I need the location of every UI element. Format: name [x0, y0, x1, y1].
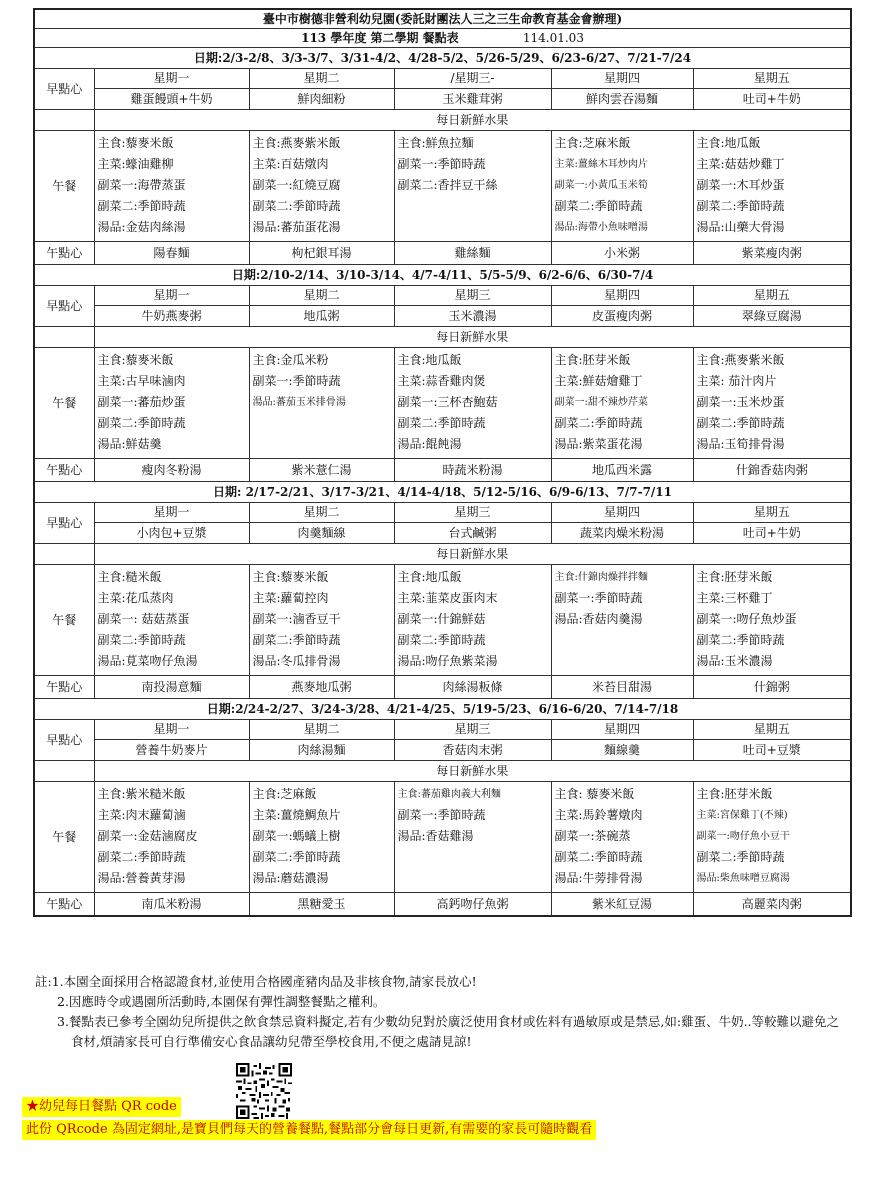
menu-table	[33, 8, 852, 917]
snack-item: 黑糖愛玉	[249, 893, 394, 917]
lunch-item: 副菜一:吻仔魚小豆干	[696, 831, 790, 842]
lunch-item: 湯品:香菇雞湯	[397, 829, 474, 843]
lunch-cell	[249, 348, 394, 459]
lunch-item: 主食:胚芽米飯	[696, 787, 773, 801]
document-title: 臺中市樹德非營利幼兒園(委託財團法人三之三生命教育基金會辦理)	[34, 9, 851, 29]
lunch-item: 主菜:三杯雞丁	[696, 591, 773, 605]
breakfast-item: 肉絲湯麵	[249, 740, 394, 761]
lunch-item: 湯品:吻仔魚紫菜湯	[397, 654, 498, 668]
lunch-item: 副菜一:木耳炒蛋	[696, 178, 785, 192]
lunch-item: 主食:什錦肉燥拌拌麵	[554, 572, 648, 583]
lunch-item: 主食:地瓜飯	[696, 136, 761, 150]
day-header: 星期一	[94, 503, 249, 523]
snack-label: 午點心	[34, 459, 94, 482]
lunch-item: 湯品:海帶小魚味噌湯	[554, 222, 648, 233]
snack-item: 什錦香菇肉粥	[693, 459, 851, 482]
breakfast-item: 吐司+豆漿	[693, 740, 851, 761]
snack-label: 午點心	[34, 893, 94, 917]
breakfast-item: 吐司+牛奶	[693, 89, 851, 110]
lunch-cell	[551, 131, 693, 242]
lunch-item: 湯品:金菇肉絲湯	[97, 220, 186, 234]
lunch-item: 主菜:韮菜皮蛋肉末	[397, 591, 498, 605]
lunch-item: 主食:紫米糙米飯	[97, 787, 186, 801]
lunch-item: 副菜一:紅燒豆腐	[252, 178, 341, 192]
lunch-item: 主食:蕃茄雞肉義大利麵	[397, 789, 501, 800]
document-subtitle	[34, 29, 851, 48]
snack-item: 高鈣吻仔魚粥	[394, 893, 551, 917]
qr-label-text: 幼兒每日餐點 QR code	[39, 1099, 177, 1114]
lunch-item: 主食:胚芽米飯	[554, 353, 631, 367]
snack-item: 什錦粥	[693, 676, 851, 699]
day-header: 星期二	[249, 720, 394, 740]
lunch-item: 副菜一:季節時蔬	[554, 591, 643, 605]
lunch-item: 湯品:香菇肉羹湯	[554, 612, 643, 626]
lunch-item: 副菜二:季節時蔬	[696, 633, 785, 647]
lunch-item: 主食:藜麥米飯	[97, 136, 174, 150]
breakfast-item: 地瓜粥	[249, 306, 394, 327]
lunch-item: 主菜: 茄汁肉片	[696, 374, 777, 388]
day-header: 星期三	[394, 503, 551, 523]
lunch-cell	[249, 782, 394, 893]
note-3: 3.餐點表已參考全園幼兒所提供之飲食禁忌資料擬定,若有少數幼兒對於廣泛使用食材或佐料有過敏原或是禁忌,如:雞蛋、牛奶..等較難以避免之食材,煩請家長可自行準備安心食品讓幼兒帶至學校食用,不便之處請見諒!	[57, 1014, 840, 1049]
lunch-cell	[249, 131, 394, 242]
star-icon: ★	[26, 1099, 40, 1114]
day-header: 星期三	[394, 720, 551, 740]
lunch-item: 主菜:蒜香雞肉煲	[397, 374, 486, 388]
lunch-cell	[693, 565, 851, 676]
lunch-item: 副菜一:季節時蔬	[252, 374, 341, 388]
lunch-item: 副菜二:季節時蔬	[252, 850, 341, 864]
issue-date: 114.01.03	[522, 30, 584, 45]
snack-item: 瘦肉冬粉湯	[94, 459, 249, 482]
snack-item: 南瓜米粉湯	[94, 893, 249, 917]
fruit-label-spacer	[34, 544, 94, 565]
snack-item: 紫米紅豆湯	[551, 893, 693, 917]
lunch-item: 副菜二:季節時蔬	[554, 199, 643, 213]
snack-label: 午點心	[34, 242, 94, 265]
snack-item: 米苔目甜湯	[551, 676, 693, 699]
lunch-item: 副菜一:海帶蒸蛋	[97, 178, 186, 192]
breakfast-item: 台式鹹粥	[394, 523, 551, 544]
qr-code-description: 此份 QRcode 為固定網址,是寶貝們每天的營養餐點,餐點部分會每日更新,有需要的家長可隨時觀看	[22, 1120, 596, 1140]
snack-item: 南投湯意麵	[94, 676, 249, 699]
lunch-item: 主菜:蘿蔔控肉	[252, 591, 329, 605]
lunch-item: 湯品:玉米濃湯	[696, 654, 773, 668]
lunch-item: 副菜一:螞蟻上樹	[252, 829, 341, 843]
day-header: 星期五	[693, 720, 851, 740]
menu-sheet	[33, 8, 850, 917]
lunch-cell	[394, 782, 551, 893]
lunch-item: 副菜二:季節時蔬	[97, 199, 186, 213]
lunch-item: 副菜一:小黃瓜玉米筍	[554, 180, 648, 191]
day-header: 星期五	[693, 503, 851, 523]
lunch-item: 湯品:蕃茄蛋花湯	[252, 220, 341, 234]
breakfast-item: 麵線羹	[551, 740, 693, 761]
lunch-item: 主食:藜麥米飯	[97, 353, 174, 367]
day-header: 星期一	[94, 720, 249, 740]
lunch-cell	[551, 565, 693, 676]
lunch-item: 副菜一:什錦鮮菇	[397, 612, 486, 626]
breakfast-label: 早點心	[34, 720, 94, 761]
week-date-range: 日期:2/24-2/27、3/24-3/28、4/21-4/25、5/19-5/23、6/16-6/20、7/14-7/18	[34, 699, 851, 720]
lunch-item: 副菜一:吻仔魚炒蛋	[696, 612, 797, 626]
lunch-cell	[94, 782, 249, 893]
lunch-item: 副菜一: 菇菇蒸蛋	[97, 612, 190, 626]
lunch-cell	[94, 348, 249, 459]
qr-code-image[interactable]	[236, 1063, 292, 1119]
breakfast-item: 吐司+牛奶	[693, 523, 851, 544]
breakfast-item: 鮮肉細粉	[249, 89, 394, 110]
breakfast-item: 小肉包+豆漿	[94, 523, 249, 544]
lunch-item: 副菜一:茶碗蒸	[554, 829, 631, 843]
day-header: /星期三-	[394, 69, 551, 89]
day-header: 星期二	[249, 286, 394, 306]
breakfast-item: 蔬菜肉燥米粉湯	[551, 523, 693, 544]
lunch-item: 副菜二:季節時蔬	[252, 199, 341, 213]
lunch-cell	[394, 565, 551, 676]
note-1: 註:1.本園全面採用合格認證食材,並使用合格國產豬肉品及非核食物,請家長放心!	[35, 974, 477, 989]
lunch-item: 主食:糙米飯	[97, 570, 162, 584]
lunch-item: 湯品:冬瓜排骨湯	[252, 654, 341, 668]
lunch-item: 主食:地瓜飯	[397, 570, 462, 584]
lunch-item: 副菜二:季節時蔬	[696, 416, 785, 430]
day-header: 星期一	[94, 69, 249, 89]
day-header: 星期三	[394, 286, 551, 306]
lunch-item: 主菜:菇菇炒雞丁	[696, 157, 785, 171]
snack-item: 肉絲湯粄條	[394, 676, 551, 699]
lunch-item: 副菜二:季節時蔬	[397, 633, 486, 647]
lunch-item: 副菜二:季節時蔬	[97, 633, 186, 647]
day-header: 星期五	[693, 69, 851, 89]
lunch-item: 湯品:餛飩湯	[397, 437, 462, 451]
lunch-item: 副菜二:季節時蔬	[696, 199, 785, 213]
lunch-item: 副菜二:香拌豆干絲	[397, 178, 498, 192]
lunch-item: 副菜一:三杯杏鮑菇	[397, 395, 498, 409]
breakfast-item: 營養牛奶麥片	[94, 740, 249, 761]
lunch-item: 湯品:蕃茄玉米排骨湯	[252, 397, 346, 408]
day-header: 星期四	[551, 720, 693, 740]
snack-item: 燕麥地瓜粥	[249, 676, 394, 699]
lunch-item: 湯品:紫菜蛋花湯	[554, 437, 643, 451]
lunch-item: 副菜一:玉米炒蛋	[696, 395, 785, 409]
snack-item: 時蔬米粉湯	[394, 459, 551, 482]
daily-fruit: 每日新鮮水果	[94, 544, 851, 565]
lunch-item: 主食:地瓜飯	[397, 353, 462, 367]
daily-fruit: 每日新鮮水果	[94, 110, 851, 131]
subtitle-text: 113 學年度 第二學期 餐點表	[301, 30, 459, 45]
lunch-item: 副菜一:季節時蔬	[397, 157, 486, 171]
lunch-cell	[551, 348, 693, 459]
lunch-label: 午餐	[34, 348, 94, 459]
lunch-item: 主菜:蠔油雞柳	[97, 157, 174, 171]
week-date-range: 日期:2/3-2/8、3/3-3/7、3/31-4/2、4/28-5/2、5/26-5/29、6/23-6/27、7/21-7/24	[34, 48, 851, 69]
day-header: 星期四	[551, 286, 693, 306]
breakfast-label: 早點心	[34, 503, 94, 544]
lunch-item: 副菜一:金菇滷腐皮	[97, 829, 198, 843]
snack-item: 雞絲麵	[394, 242, 551, 265]
day-header: 星期五	[693, 286, 851, 306]
breakfast-item: 牛奶燕麥粥	[94, 306, 249, 327]
lunch-item: 主菜:鮮菇燴雞丁	[554, 374, 643, 388]
breakfast-item: 香菇肉末粥	[394, 740, 551, 761]
week-date-range: 日期:2/10-2/14、3/10-3/14、4/7-4/11、5/5-5/9、6/2-6/6、6/30-7/4	[34, 265, 851, 286]
lunch-item: 副菜二:季節時蔬	[554, 850, 643, 864]
breakfast-item: 肉羹麵線	[249, 523, 394, 544]
lunch-item: 主菜:古早味滷肉	[97, 374, 186, 388]
lunch-cell	[249, 565, 394, 676]
lunch-item: 副菜二:季節時蔬	[696, 850, 785, 864]
lunch-item: 主菜:薑絲木耳炒肉片	[554, 159, 648, 170]
lunch-cell	[551, 782, 693, 893]
lunch-item: 副菜二:季節時蔬	[554, 416, 643, 430]
lunch-item: 主菜:花瓜蒸肉	[97, 591, 174, 605]
lunch-item: 主食:藜麥米飯	[252, 570, 329, 584]
breakfast-item: 鮮肉雲吞湯麵	[551, 89, 693, 110]
lunch-cell	[394, 131, 551, 242]
fruit-label-spacer	[34, 327, 94, 348]
lunch-item: 副菜二:季節時蔬	[397, 416, 486, 430]
lunch-item: 副菜二:季節時蔬	[97, 850, 186, 864]
lunch-item: 主食:芝麻米飯	[554, 136, 631, 150]
fruit-label-spacer	[34, 761, 94, 782]
lunch-item: 主菜:肉末蘿蔔滷	[97, 808, 186, 822]
lunch-item: 湯品:玉筍排骨湯	[696, 437, 785, 451]
lunch-item: 湯品:柴魚味噌豆腐湯	[696, 873, 790, 884]
lunch-item: 主菜:百菇燉肉	[252, 157, 329, 171]
lunch-cell	[693, 131, 851, 242]
lunch-item: 主食: 藜麥米飯	[554, 787, 635, 801]
snack-item: 地瓜西米露	[551, 459, 693, 482]
lunch-item: 副菜二:季節時蔬	[97, 416, 186, 430]
lunch-item: 湯品:營養黃芽湯	[97, 871, 186, 885]
lunch-item: 湯品:蘑菇濃湯	[252, 871, 329, 885]
lunch-item: 主菜:馬鈴薯燉肉	[554, 808, 643, 822]
lunch-cell	[394, 348, 551, 459]
snack-item: 枸杞銀耳湯	[249, 242, 394, 265]
snack-label: 午點心	[34, 676, 94, 699]
week-date-range: 日期: 2/17-2/21、3/17-3/21、4/14-4/18、5/12-5/16、6/9-6/13、7/7-7/11	[34, 482, 851, 503]
day-header: 星期二	[249, 503, 394, 523]
lunch-cell	[94, 131, 249, 242]
lunch-label: 午餐	[34, 565, 94, 676]
lunch-item: 主食:鮮魚拉麵	[397, 136, 474, 150]
daily-fruit: 每日新鮮水果	[94, 327, 851, 348]
fruit-label-spacer	[34, 110, 94, 131]
breakfast-item: 玉米濃湯	[394, 306, 551, 327]
lunch-item: 湯品:牛蒡排骨湯	[554, 871, 643, 885]
lunch-item: 主食:芝麻飯	[252, 787, 317, 801]
lunch-item: 主菜:宮保雞丁(不辣)	[696, 810, 788, 821]
breakfast-item: 翠綠豆腐湯	[693, 306, 851, 327]
lunch-cell	[94, 565, 249, 676]
snack-item: 高麗菜肉粥	[693, 893, 851, 917]
day-header: 星期一	[94, 286, 249, 306]
snack-item: 陽春麵	[94, 242, 249, 265]
lunch-item: 主食:燕麥紫米飯	[696, 353, 785, 367]
snack-item: 紫菜瘦肉粥	[693, 242, 851, 265]
lunch-item: 主食:金瓜米粉	[252, 353, 329, 367]
breakfast-label: 早點心	[34, 286, 94, 327]
qr-code-label	[22, 1097, 181, 1117]
breakfast-item: 雞蛋饅頭+牛奶	[94, 89, 249, 110]
lunch-cell	[693, 348, 851, 459]
lunch-item: 副菜一:甜不辣炒芹菜	[554, 397, 648, 408]
breakfast-label: 早點心	[34, 69, 94, 110]
daily-fruit: 每日新鮮水果	[94, 761, 851, 782]
lunch-item: 主食:胚芽米飯	[696, 570, 773, 584]
notes-section	[35, 972, 850, 1052]
day-header: 星期二	[249, 69, 394, 89]
lunch-item: 副菜一:蕃茄炒蛋	[97, 395, 186, 409]
breakfast-item: 皮蛋瘦肉粥	[551, 306, 693, 327]
day-header: 星期四	[551, 69, 693, 89]
snack-item: 紫米薏仁湯	[249, 459, 394, 482]
lunch-item: 湯品:山藥大骨湯	[696, 220, 785, 234]
lunch-item: 主菜:薑燒鯛魚片	[252, 808, 341, 822]
breakfast-item: 玉米雞茸粥	[394, 89, 551, 110]
lunch-item: 湯品:鮮菇羹	[97, 437, 162, 451]
lunch-item: 主食:燕麥紫米飯	[252, 136, 341, 150]
note-2: 2.因應時令或遇園所活動時,本園保有彈性調整餐點之權利。	[57, 994, 386, 1009]
lunch-item: 副菜一:季節時蔬	[397, 808, 486, 822]
lunch-cell	[693, 782, 851, 893]
lunch-label: 午餐	[34, 782, 94, 893]
lunch-item: 副菜一:滷香豆干	[252, 612, 341, 626]
day-header: 星期四	[551, 503, 693, 523]
lunch-item: 副菜二:季節時蔬	[252, 633, 341, 647]
lunch-label: 午餐	[34, 131, 94, 242]
lunch-item: 湯品:莧菜吻仔魚湯	[97, 654, 198, 668]
snack-item: 小米粥	[551, 242, 693, 265]
